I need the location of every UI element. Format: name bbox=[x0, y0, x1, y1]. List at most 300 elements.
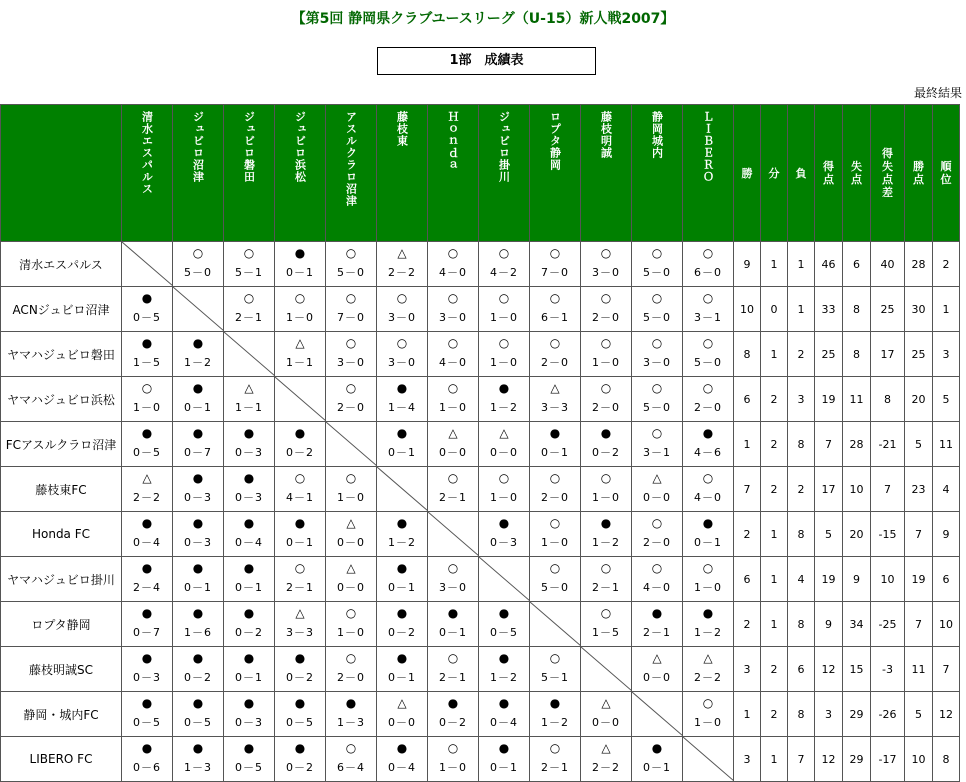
opponent-header bbox=[683, 105, 734, 242]
result-cell bbox=[479, 692, 530, 737]
opponent-header bbox=[224, 105, 275, 242]
opponent-header bbox=[326, 105, 377, 242]
result-score: 1－2 bbox=[490, 671, 518, 684]
result-mark: ○ bbox=[294, 561, 306, 575]
result-mark: ● bbox=[192, 336, 204, 350]
result-score: 2－0 bbox=[541, 356, 569, 369]
stat-draws: 1 bbox=[761, 512, 788, 557]
result-cell bbox=[122, 602, 173, 647]
stat-header bbox=[843, 105, 871, 242]
result-cell bbox=[530, 467, 581, 512]
stat-header-label: 失点 bbox=[851, 160, 862, 186]
result-cell bbox=[377, 557, 428, 602]
standings-table bbox=[0, 104, 960, 782]
result-mark: ● bbox=[192, 426, 204, 440]
result-mark: ○ bbox=[651, 561, 663, 575]
opponent-header-label: 静岡城内 bbox=[650, 111, 664, 159]
result-score: 0－1 bbox=[286, 266, 314, 279]
result-score: 5－0 bbox=[184, 266, 212, 279]
result-score: 0－3 bbox=[133, 671, 161, 684]
result-mark: ● bbox=[702, 516, 714, 530]
diagonal-stroke bbox=[632, 692, 683, 736]
result-score: 1－0 bbox=[439, 401, 467, 414]
result-score: 5－0 bbox=[694, 356, 722, 369]
result-score: 1－4 bbox=[388, 401, 416, 414]
stat-goals-for: 19 bbox=[815, 557, 843, 602]
stat-goal-difference: 40 bbox=[871, 242, 905, 287]
result-cell bbox=[683, 422, 734, 467]
result-cell bbox=[581, 332, 632, 377]
table-row bbox=[1, 512, 960, 557]
stat-losses: 8 bbox=[788, 512, 815, 557]
result-cell bbox=[173, 422, 224, 467]
result-mark: △ bbox=[397, 246, 407, 260]
stat-draws: 2 bbox=[761, 692, 788, 737]
result-mark: △ bbox=[601, 696, 611, 710]
stat-goals-against: 9 bbox=[843, 557, 871, 602]
result-score: 0－2 bbox=[184, 671, 212, 684]
opponent-header bbox=[428, 105, 479, 242]
result-mark: ○ bbox=[549, 471, 561, 485]
result-cell bbox=[581, 512, 632, 557]
result-cell bbox=[122, 377, 173, 422]
self-match-cell bbox=[326, 422, 377, 467]
stat-draws: 2 bbox=[761, 467, 788, 512]
result-mark: ○ bbox=[447, 741, 459, 755]
result-cell bbox=[683, 467, 734, 512]
result-score: 2－0 bbox=[337, 401, 365, 414]
result-cell bbox=[530, 287, 581, 332]
diagonal-stroke bbox=[683, 737, 734, 781]
stat-points: 5 bbox=[905, 422, 933, 467]
result-score: 7－0 bbox=[337, 311, 365, 324]
result-cell bbox=[581, 692, 632, 737]
result-cell bbox=[683, 512, 734, 557]
stat-header-label: 得点 bbox=[823, 160, 834, 186]
result-mark: ○ bbox=[345, 291, 357, 305]
table-row bbox=[1, 332, 960, 377]
stat-goals-against: 6 bbox=[843, 242, 871, 287]
opponent-header-label: ＬＩＢＥＲＯ bbox=[701, 111, 715, 183]
result-mark: ○ bbox=[243, 246, 255, 260]
result-mark: ● bbox=[396, 606, 408, 620]
page-title: 【第5回 静岡県クラブユースリーグ（U-15）新人戦2007】 bbox=[291, 11, 675, 27]
diagonal-line bbox=[377, 467, 428, 511]
result-cell bbox=[326, 287, 377, 332]
result-cell bbox=[326, 602, 377, 647]
result-cell bbox=[530, 422, 581, 467]
stat-header bbox=[734, 105, 761, 242]
result-score: 0－0 bbox=[337, 536, 365, 549]
result-cell bbox=[683, 557, 734, 602]
table-row bbox=[1, 692, 960, 737]
result-mark: △ bbox=[295, 606, 305, 620]
result-mark: ○ bbox=[549, 516, 561, 530]
opponent-header bbox=[173, 105, 224, 242]
result-score: 0－1 bbox=[643, 761, 671, 774]
result-cell bbox=[173, 242, 224, 287]
stat-rank: 3 bbox=[933, 332, 960, 377]
stat-losses: 1 bbox=[788, 287, 815, 332]
result-mark: ● bbox=[702, 426, 714, 440]
result-mark: ○ bbox=[549, 741, 561, 755]
result-score: 5－1 bbox=[235, 266, 263, 279]
table-row bbox=[1, 287, 960, 332]
opponent-header-label: ジュビロ沼津 bbox=[191, 111, 205, 183]
stat-losses: 4 bbox=[788, 557, 815, 602]
diagonal-line bbox=[122, 242, 173, 286]
result-score: 1－2 bbox=[592, 536, 620, 549]
stat-points: 7 bbox=[905, 512, 933, 557]
diagonal-line bbox=[428, 512, 479, 556]
result-cell bbox=[683, 287, 734, 332]
result-cell bbox=[377, 647, 428, 692]
result-mark: ● bbox=[243, 696, 255, 710]
opponent-header-label: アスルクラロ沼津 bbox=[344, 111, 358, 207]
result-score: 1－6 bbox=[184, 626, 212, 639]
stat-goals-for: 9 bbox=[815, 602, 843, 647]
result-mark: ● bbox=[294, 651, 306, 665]
stat-points: 5 bbox=[905, 692, 933, 737]
result-score: 1－2 bbox=[541, 716, 569, 729]
result-score: 5－0 bbox=[337, 266, 365, 279]
self-match-cell bbox=[122, 242, 173, 287]
self-match-cell bbox=[224, 332, 275, 377]
stat-wins: 1 bbox=[734, 422, 761, 467]
result-score: 2－2 bbox=[133, 491, 161, 504]
result-score: 0－3 bbox=[490, 536, 518, 549]
result-cell bbox=[275, 242, 326, 287]
result-mark: ○ bbox=[192, 246, 204, 260]
result-mark: ○ bbox=[345, 606, 357, 620]
result-score: 5－0 bbox=[643, 311, 671, 324]
header-corner bbox=[1, 105, 122, 242]
result-score: 2－0 bbox=[592, 401, 620, 414]
result-score: 0－2 bbox=[286, 671, 314, 684]
result-cell bbox=[326, 467, 377, 512]
stat-losses: 8 bbox=[788, 602, 815, 647]
result-mark: ○ bbox=[600, 606, 612, 620]
stat-losses: 1 bbox=[788, 242, 815, 287]
result-mark: ○ bbox=[345, 381, 357, 395]
result-mark: ○ bbox=[345, 246, 357, 260]
result-cell bbox=[581, 737, 632, 782]
result-score: 0－4 bbox=[490, 716, 518, 729]
result-mark: ○ bbox=[549, 336, 561, 350]
result-cell bbox=[275, 287, 326, 332]
result-score: 3－0 bbox=[388, 311, 416, 324]
result-mark: △ bbox=[652, 651, 662, 665]
stat-draws: 1 bbox=[761, 557, 788, 602]
diagonal-line bbox=[632, 692, 683, 736]
result-score: 0－2 bbox=[235, 626, 263, 639]
result-mark: △ bbox=[448, 426, 458, 440]
result-mark: ○ bbox=[294, 471, 306, 485]
result-score: 0－5 bbox=[133, 311, 161, 324]
stat-wins: 2 bbox=[734, 512, 761, 557]
stat-goal-difference: 25 bbox=[871, 287, 905, 332]
result-score: 0－2 bbox=[439, 716, 467, 729]
stat-draws: 2 bbox=[761, 647, 788, 692]
opponent-header bbox=[632, 105, 683, 242]
result-mark: ● bbox=[243, 561, 255, 575]
result-score: 1－0 bbox=[592, 356, 620, 369]
result-mark: ● bbox=[651, 606, 663, 620]
result-cell bbox=[479, 647, 530, 692]
result-score: 4－0 bbox=[643, 581, 671, 594]
result-cell bbox=[173, 467, 224, 512]
diagonal-stroke bbox=[275, 377, 326, 421]
result-mark: △ bbox=[295, 336, 305, 350]
result-score: 0－1 bbox=[184, 401, 212, 414]
result-score: 0－5 bbox=[286, 716, 314, 729]
stat-goals-for: 46 bbox=[815, 242, 843, 287]
result-cell bbox=[581, 602, 632, 647]
result-cell bbox=[326, 692, 377, 737]
result-cell bbox=[224, 602, 275, 647]
result-score: 3－0 bbox=[439, 311, 467, 324]
result-cell bbox=[377, 692, 428, 737]
result-cell bbox=[428, 332, 479, 377]
result-cell bbox=[122, 332, 173, 377]
result-score: 0－2 bbox=[286, 761, 314, 774]
table-row bbox=[1, 602, 960, 647]
team-name: 藤枝東FC bbox=[1, 467, 122, 512]
result-score: 0－1 bbox=[541, 446, 569, 459]
result-mark: ● bbox=[600, 516, 612, 530]
result-cell bbox=[530, 242, 581, 287]
stat-points: 20 bbox=[905, 377, 933, 422]
result-score: 0－5 bbox=[133, 716, 161, 729]
result-cell bbox=[275, 692, 326, 737]
team-name: Honda FC bbox=[1, 512, 122, 557]
result-mark: ○ bbox=[651, 426, 663, 440]
result-mark: ● bbox=[549, 696, 561, 710]
stat-goal-difference: 10 bbox=[871, 557, 905, 602]
diagonal-stroke bbox=[173, 287, 224, 331]
result-mark: ● bbox=[141, 651, 153, 665]
result-score: 0－3 bbox=[235, 491, 263, 504]
stat-header bbox=[933, 105, 960, 242]
result-cell bbox=[122, 557, 173, 602]
result-cell bbox=[122, 647, 173, 692]
result-mark: ○ bbox=[498, 246, 510, 260]
stat-draws: 1 bbox=[761, 332, 788, 377]
result-score: 1－0 bbox=[439, 761, 467, 774]
diagonal-line bbox=[581, 647, 632, 691]
stat-goals-against: 8 bbox=[843, 332, 871, 377]
result-mark: △ bbox=[652, 471, 662, 485]
result-cell bbox=[479, 602, 530, 647]
result-score: 3－0 bbox=[388, 356, 416, 369]
result-mark: △ bbox=[397, 696, 407, 710]
result-cell bbox=[428, 467, 479, 512]
stat-header-label: 順位 bbox=[940, 160, 952, 186]
result-mark: ● bbox=[702, 606, 714, 620]
stat-points: 28 bbox=[905, 242, 933, 287]
result-mark: ● bbox=[651, 741, 663, 755]
stat-header bbox=[905, 105, 933, 242]
result-cell bbox=[173, 692, 224, 737]
result-cell bbox=[683, 332, 734, 377]
result-score: 2－1 bbox=[235, 311, 263, 324]
result-mark: △ bbox=[703, 651, 713, 665]
result-score: 0－3 bbox=[184, 536, 212, 549]
result-score: 2－1 bbox=[643, 626, 671, 639]
result-mark: ● bbox=[192, 561, 204, 575]
result-mark: ● bbox=[141, 336, 153, 350]
result-mark: ● bbox=[498, 741, 510, 755]
result-cell bbox=[428, 692, 479, 737]
result-cell bbox=[632, 467, 683, 512]
table-row bbox=[1, 647, 960, 692]
diagonal-line bbox=[530, 602, 581, 646]
result-cell bbox=[224, 647, 275, 692]
result-score: 1－0 bbox=[286, 311, 314, 324]
stat-goal-difference: 7 bbox=[871, 467, 905, 512]
result-score: 1－1 bbox=[235, 401, 263, 414]
result-mark: ● bbox=[498, 606, 510, 620]
result-score: 1－1 bbox=[286, 356, 314, 369]
result-mark: ○ bbox=[549, 561, 561, 575]
result-score: 0－3 bbox=[235, 716, 263, 729]
table-row bbox=[1, 467, 960, 512]
stat-goal-difference: -26 bbox=[871, 692, 905, 737]
result-mark: ○ bbox=[600, 471, 612, 485]
result-score: 0－1 bbox=[490, 761, 518, 774]
diagonal-line bbox=[479, 557, 530, 601]
result-score: 0－4 bbox=[235, 536, 263, 549]
diagonal-line bbox=[224, 332, 275, 376]
diagonal-line bbox=[326, 422, 377, 466]
result-score: 4－0 bbox=[439, 356, 467, 369]
stat-points: 23 bbox=[905, 467, 933, 512]
result-cell bbox=[632, 332, 683, 377]
result-cell bbox=[173, 737, 224, 782]
header-row bbox=[1, 105, 960, 242]
stat-wins: 6 bbox=[734, 557, 761, 602]
opponent-header bbox=[122, 105, 173, 242]
opponent-header-label: 清水エスパルス bbox=[140, 111, 154, 195]
team-name: ACNジュビロ沼津 bbox=[1, 287, 122, 332]
result-score: 0－2 bbox=[286, 446, 314, 459]
stat-header bbox=[871, 105, 905, 242]
division-label: 1部 成績表 bbox=[377, 47, 596, 75]
result-mark: ○ bbox=[600, 561, 612, 575]
result-score: 4－0 bbox=[439, 266, 467, 279]
result-score: 2－0 bbox=[694, 401, 722, 414]
result-mark: ○ bbox=[345, 336, 357, 350]
result-mark: ● bbox=[243, 426, 255, 440]
result-mark: ● bbox=[243, 516, 255, 530]
stat-goals-against: 10 bbox=[843, 467, 871, 512]
result-score: 0－3 bbox=[184, 491, 212, 504]
result-score: 0－0 bbox=[388, 716, 416, 729]
result-mark: ○ bbox=[600, 246, 612, 260]
stat-goal-difference: -25 bbox=[871, 602, 905, 647]
result-mark: ● bbox=[396, 381, 408, 395]
result-mark: ● bbox=[396, 426, 408, 440]
result-score: 6－1 bbox=[541, 311, 569, 324]
team-name: LIBERO FC bbox=[1, 737, 122, 782]
result-score: 0－5 bbox=[235, 761, 263, 774]
result-score: 2－2 bbox=[388, 266, 416, 279]
stat-goals-against: 29 bbox=[843, 737, 871, 782]
result-mark: ○ bbox=[345, 741, 357, 755]
result-mark: ● bbox=[447, 696, 459, 710]
stat-header-label: 負 bbox=[795, 166, 807, 180]
result-score: 6－4 bbox=[337, 761, 365, 774]
result-mark: ● bbox=[141, 696, 153, 710]
result-mark: ○ bbox=[243, 291, 255, 305]
result-mark: ○ bbox=[294, 291, 306, 305]
result-score: 2－1 bbox=[592, 581, 620, 594]
stat-rank: 11 bbox=[933, 422, 960, 467]
stat-rank: 10 bbox=[933, 602, 960, 647]
result-score: 0－2 bbox=[592, 446, 620, 459]
result-mark: △ bbox=[499, 426, 509, 440]
result-cell bbox=[632, 557, 683, 602]
stat-losses: 6 bbox=[788, 647, 815, 692]
result-cell bbox=[683, 242, 734, 287]
result-score: 2－1 bbox=[439, 671, 467, 684]
result-cell bbox=[581, 377, 632, 422]
result-mark: ○ bbox=[447, 561, 459, 575]
stat-goals-for: 17 bbox=[815, 467, 843, 512]
result-mark: ● bbox=[243, 606, 255, 620]
stat-goal-difference: -17 bbox=[871, 737, 905, 782]
result-cell bbox=[173, 377, 224, 422]
stat-points: 11 bbox=[905, 647, 933, 692]
result-cell bbox=[632, 287, 683, 332]
result-cell bbox=[275, 737, 326, 782]
result-mark: ● bbox=[396, 516, 408, 530]
result-mark: ○ bbox=[447, 336, 459, 350]
result-mark: ● bbox=[600, 426, 612, 440]
result-mark: △ bbox=[346, 561, 356, 575]
opponent-header bbox=[530, 105, 581, 242]
result-mark: ○ bbox=[702, 471, 714, 485]
stat-goals-for: 25 bbox=[815, 332, 843, 377]
result-score: 2－0 bbox=[592, 311, 620, 324]
result-score: 1－0 bbox=[337, 626, 365, 639]
result-score: 1－3 bbox=[184, 761, 212, 774]
result-score: 1－2 bbox=[184, 356, 212, 369]
result-cell bbox=[275, 467, 326, 512]
result-mark: ● bbox=[549, 426, 561, 440]
result-mark: ● bbox=[192, 696, 204, 710]
self-match-cell bbox=[377, 467, 428, 512]
result-mark: ○ bbox=[447, 291, 459, 305]
result-mark: ○ bbox=[447, 246, 459, 260]
stat-goal-difference: 17 bbox=[871, 332, 905, 377]
result-cell bbox=[632, 737, 683, 782]
result-score: 1－0 bbox=[337, 491, 365, 504]
stat-draws: 0 bbox=[761, 287, 788, 332]
result-score: 1－5 bbox=[133, 356, 161, 369]
stat-rank: 2 bbox=[933, 242, 960, 287]
result-score: 0－5 bbox=[133, 446, 161, 459]
result-score: 3－3 bbox=[541, 401, 569, 414]
result-cell bbox=[683, 377, 734, 422]
opponent-header bbox=[377, 105, 428, 242]
stat-goals-against: 28 bbox=[843, 422, 871, 467]
result-mark: ● bbox=[243, 741, 255, 755]
result-cell bbox=[275, 422, 326, 467]
stat-points: 30 bbox=[905, 287, 933, 332]
stat-wins: 6 bbox=[734, 377, 761, 422]
stat-wins: 10 bbox=[734, 287, 761, 332]
